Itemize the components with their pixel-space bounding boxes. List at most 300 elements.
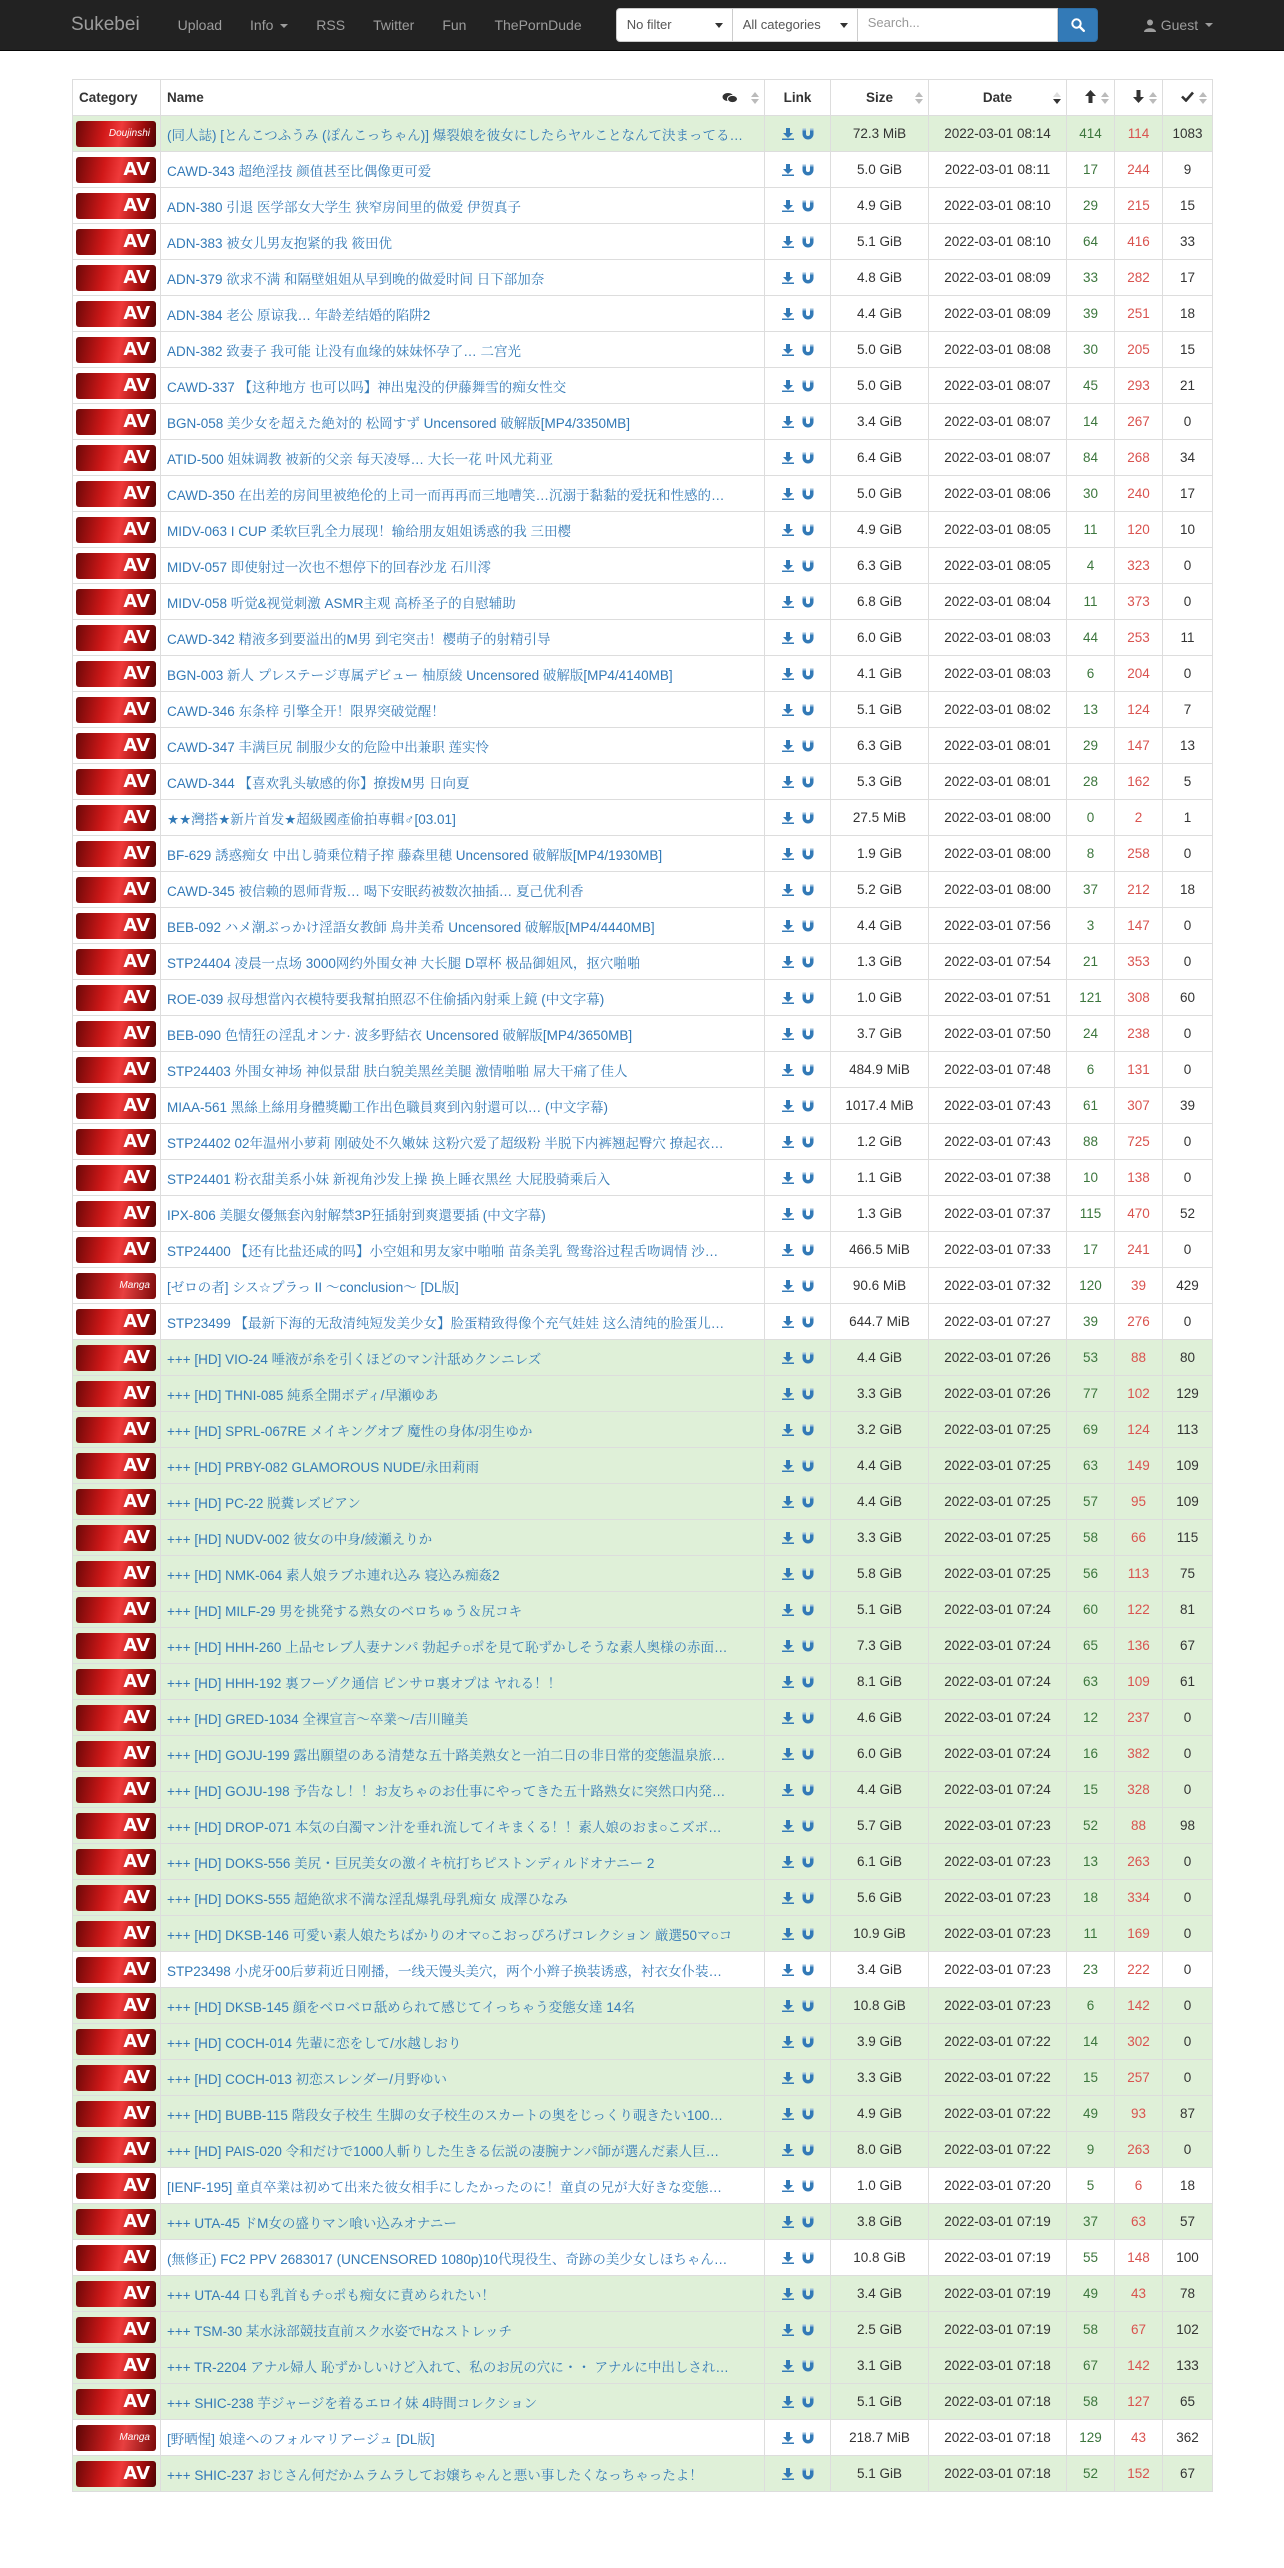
- category-badge[interactable]: AV: [76, 841, 156, 867]
- magnet-icon[interactable]: [802, 1532, 814, 1544]
- category-badge[interactable]: AV: [76, 373, 156, 399]
- download-icon[interactable]: [782, 1028, 794, 1040]
- category-badge[interactable]: AV: [76, 409, 156, 435]
- torrent-name-link[interactable]: +++ [HD] PRBY-082 GLAMOROUS NUDE/永田莉雨: [161, 1448, 765, 1484]
- category-badge[interactable]: AV: [76, 1165, 156, 1191]
- torrent-name-link[interactable]: ATID-500 姐妹调教 被新的父亲 每天凌辱… 大长一花 叶风尤莉亚: [161, 440, 765, 476]
- table-row: [73, 872, 1213, 908]
- download-icon[interactable]: [782, 2288, 794, 2300]
- torrent-name-link[interactable]: +++ [HD] DOKS-556 美尻・巨尻美女の激イキ杭打ちピストンディルドオナニー 2: [161, 1844, 765, 1880]
- torrent-name-link[interactable]: CAWD-346 东条梓 引擎全开！限界突破觉醒！: [161, 692, 765, 728]
- download-icon[interactable]: [782, 704, 794, 716]
- magnet-icon[interactable]: [802, 1208, 814, 1220]
- download-icon[interactable]: [782, 956, 794, 968]
- category-badge[interactable]: AV: [76, 661, 156, 687]
- torrent-name-link[interactable]: BGN-058 美少女を超えた絶対的 松岡すず Uncensored 破解版[MP4/3350MB]: [161, 404, 765, 440]
- header-seeders[interactable]: [1067, 80, 1115, 116]
- category-badge[interactable]: AV: [76, 877, 156, 903]
- magnet-icon[interactable]: [802, 524, 814, 536]
- download-icon[interactable]: [782, 1712, 794, 1724]
- date-cell: 2022-03-01 08:09: [929, 260, 1067, 296]
- category-badge[interactable]: AV: [76, 1129, 156, 1155]
- magnet-icon[interactable]: [802, 812, 814, 824]
- magnet-icon[interactable]: [802, 236, 814, 248]
- download-icon[interactable]: [782, 1892, 794, 1904]
- torrent-name-link[interactable]: STP23498 小虎牙00后萝莉近日刚播，一线天馒头美穴，两个小辫子换装诱惑，衬衣女仆装…: [161, 1952, 765, 1988]
- magnet-icon[interactable]: [802, 2288, 814, 2300]
- seeders-cell: 55: [1067, 2240, 1115, 2276]
- magnet-icon[interactable]: [802, 344, 814, 356]
- category-badge[interactable]: AV: [76, 1417, 156, 1443]
- magnet-icon[interactable]: [802, 1316, 814, 1328]
- torrent-name-link[interactable]: CAWD-345 被信赖的恩师背叛… 喝下安眠药被数次抽插… 夏己优利香: [161, 872, 765, 908]
- category-badge[interactable]: AV: [76, 805, 156, 831]
- torrent-name-link[interactable]: +++ [HD] DKSB-145 顔をベロベロ舐められて感じてイっちゃう変態女達 14名: [161, 1988, 765, 2024]
- magnet-icon[interactable]: [802, 1856, 814, 1868]
- download-icon[interactable]: [782, 1784, 794, 1796]
- magnet-icon[interactable]: [802, 200, 814, 212]
- category-select[interactable]: [733, 8, 858, 42]
- category-badge[interactable]: AV: [76, 949, 156, 975]
- download-icon[interactable]: [782, 2180, 794, 2192]
- magnet-icon[interactable]: [802, 272, 814, 284]
- download-icon[interactable]: [782, 200, 794, 212]
- category-badge[interactable]: AV: [76, 2461, 156, 2487]
- leechers-cell: 276: [1115, 1304, 1163, 1340]
- magnet-icon[interactable]: [802, 848, 814, 860]
- torrent-name-link[interactable]: ADN-380 引退 医学部女大学生 狭窄房间里的做爱 伊贺真子: [161, 188, 765, 224]
- category-badge[interactable]: AV: [76, 2029, 156, 2055]
- torrent-name-link[interactable]: +++ [HD] DKSB-146 可愛い素人娘たちばかりのオマ○こおっぴろげコレクション 厳選50マ○コ: [161, 1916, 765, 1952]
- magnet-icon[interactable]: [802, 1280, 814, 1292]
- category-badge[interactable]: AV: [76, 337, 156, 363]
- magnet-icon[interactable]: [802, 560, 814, 572]
- download-icon[interactable]: [782, 776, 794, 788]
- category-badge[interactable]: AV: [76, 1849, 156, 1875]
- magnet-icon[interactable]: [802, 452, 814, 464]
- category-cell: [73, 836, 161, 872]
- brand-logo[interactable]: Sukebei: [71, 14, 140, 35]
- magnet-icon[interactable]: [802, 2432, 814, 2444]
- header-name[interactable]: [161, 80, 765, 116]
- torrent-name-link[interactable]: +++ [HD] HHH-192 裏フーゾク通信 ピンサロ裏オプは ヤれる！！: [161, 1664, 765, 1700]
- magnet-icon[interactable]: [802, 1496, 814, 1508]
- torrent-name-link[interactable]: MIDV-063 I CUP 柔软巨乳全力展现！输给朋友姐姐诱惑的我 三田樱: [161, 512, 765, 548]
- category-badge[interactable]: AV: [76, 697, 156, 723]
- category-badge[interactable]: AV: [76, 769, 156, 795]
- leechers-cell: 308: [1115, 980, 1163, 1016]
- magnet-icon[interactable]: [802, 1064, 814, 1076]
- torrent-name-link[interactable]: +++ [HD] HHH-260 上品セレブ人妻ナンパ 勃起チ○ポを見て恥ずかしそうな素人奥様の赤面…: [161, 1628, 765, 1664]
- torrent-name-link[interactable]: +++ TSM-30 某水泳部競技直前スク水姿でHなストレッチ: [161, 2312, 765, 2348]
- nav-info-dropdown[interactable]: [250, 17, 288, 33]
- links-cell: [765, 1520, 831, 1556]
- links-cell: [765, 2456, 831, 2492]
- magnet-icon[interactable]: [802, 2180, 814, 2192]
- category-badge[interactable]: AV: [76, 301, 156, 327]
- torrent-name-link[interactable]: STP24400 【还有比盐还咸的吗】小空姐和男友家中啪啪 苗条美乳 鸳鸯浴过程舌吻调情 沙…: [161, 1232, 765, 1268]
- category-badge[interactable]: AV: [76, 625, 156, 651]
- category-badge[interactable]: AV: [76, 985, 156, 1011]
- category-badge[interactable]: AV: [76, 913, 156, 939]
- magnet-icon[interactable]: [802, 2360, 814, 2372]
- download-icon[interactable]: [782, 236, 794, 248]
- download-icon[interactable]: [782, 1820, 794, 1832]
- magnet-icon[interactable]: [802, 884, 814, 896]
- seeders-cell: 17: [1067, 152, 1115, 188]
- torrent-name-link[interactable]: +++ [HD] THNI-085 純系全開ボディ/早瀬ゆあ: [161, 1376, 765, 1412]
- magnet-icon[interactable]: [802, 1712, 814, 1724]
- download-icon[interactable]: [782, 884, 794, 896]
- download-icon[interactable]: [782, 2252, 794, 2264]
- header-size[interactable]: [831, 80, 929, 116]
- magnet-icon[interactable]: [802, 1604, 814, 1616]
- torrent-name-link[interactable]: BGN-003 新人 プレステージ専属デビュー 柚原綾 Uncensored 破解版[MP4/4140MB]: [161, 656, 765, 692]
- magnet-icon[interactable]: [802, 740, 814, 752]
- torrent-name-link[interactable]: +++ [HD] BUBB-115 階段女子校生 生脚の女子校生のスカートの奥をじっくり覗きたい100…: [161, 2096, 765, 2132]
- torrent-name-link[interactable]: MIDV-058 听觉&视觉刺激 ASMR主观 高桥圣子的自慰辅助: [161, 584, 765, 620]
- header-date[interactable]: [929, 80, 1067, 116]
- download-icon[interactable]: [782, 1568, 794, 1580]
- category-badge[interactable]: AV: [76, 1921, 156, 1947]
- category-badge[interactable]: AV: [76, 1777, 156, 1803]
- magnet-icon[interactable]: [802, 2468, 814, 2480]
- magnet-icon[interactable]: [802, 2000, 814, 2012]
- download-icon[interactable]: [782, 1208, 794, 1220]
- download-icon[interactable]: [782, 1100, 794, 1112]
- download-icon[interactable]: [782, 2432, 794, 2444]
- torrent-name-link[interactable]: +++ [HD] COCH-014 先輩に恋をして/水越しおり: [161, 2024, 765, 2060]
- torrent-name-link[interactable]: +++ [HD] COCH-013 初恋スレンダー/月野ゆい: [161, 2060, 765, 2096]
- magnet-icon[interactable]: [802, 992, 814, 1004]
- magnet-icon[interactable]: [802, 2396, 814, 2408]
- download-icon[interactable]: [782, 1856, 794, 1868]
- category-badge[interactable]: AV: [76, 1021, 156, 1047]
- torrent-name-link[interactable]: +++ [HD] MILF-29 男を挑発する熟女のベロちゅう＆尻コキ: [161, 1592, 765, 1628]
- download-icon[interactable]: [782, 812, 794, 824]
- torrent-name-link[interactable]: [ゼロの者] シス☆プラっ II ～conclusion～ [DL版]: [161, 1268, 765, 1304]
- download-icon[interactable]: [782, 488, 794, 500]
- category-badge[interactable]: AV: [76, 193, 156, 219]
- torrent-name-link[interactable]: ADN-383 被女儿男友抱紧的我 筱田优: [161, 224, 765, 260]
- torrent-name-link[interactable]: STP24401 粉衣甜美系小妹 新视角沙发上操 换上睡衣黑丝 大屁股骑乘后入: [161, 1160, 765, 1196]
- nav-theporndude[interactable]: ThePornDude: [494, 17, 582, 33]
- magnet-icon[interactable]: [802, 1100, 814, 1112]
- search-input[interactable]: Search...: [858, 8, 1058, 42]
- torrent-name-link[interactable]: +++ UTA-44 口も乳首もチ○ポも痴女に責められたい！: [161, 2276, 765, 2312]
- download-icon[interactable]: [782, 1388, 794, 1400]
- category-badge[interactable]: AV: [76, 1957, 156, 1983]
- category-badge[interactable]: AV: [76, 2353, 156, 2379]
- magnet-icon[interactable]: [802, 1172, 814, 1184]
- download-icon[interactable]: [782, 2072, 794, 2084]
- download-icon[interactable]: [782, 1280, 794, 1292]
- torrent-name-link[interactable]: +++ [HD] NUDV-002 彼女の中身/綾瀬えりか: [161, 1520, 765, 1556]
- download-icon[interactable]: [782, 1460, 794, 1472]
- magnet-icon[interactable]: [802, 164, 814, 176]
- magnet-icon[interactable]: [802, 1424, 814, 1436]
- torrent-name-link[interactable]: MIAA-561 黑絲上絲用身體獎勵工作出色職員爽到內射還可以… (中文字幕): [161, 1088, 765, 1124]
- download-icon[interactable]: [782, 2000, 794, 2012]
- download-icon[interactable]: [782, 596, 794, 608]
- torrent-name-link[interactable]: CAWD-342 精液多到要溢出的M男 到宅突击！樱萌子的射精引导: [161, 620, 765, 656]
- magnet-icon[interactable]: [802, 2072, 814, 2084]
- torrent-name-link[interactable]: +++ TR-2204 アナル婦人 恥ずかしいけど入れて、私のお尻の穴に・・ アナルに中出しされ…: [161, 2348, 765, 2384]
- category-badge[interactable]: AV: [76, 1705, 156, 1731]
- category-badge[interactable]: AV: [76, 2101, 156, 2127]
- torrent-name-link[interactable]: +++ [HD] GOJU-199 露出願望のある清楚な五十路美熟女と一泊二日の非日常的変態温泉旅…: [161, 1736, 765, 1772]
- torrent-name-link[interactable]: STP24402 02年温州小萝莉 刚破处不久嫩妹 这粉穴爱了超级粉 半脱下内裤翘起臀穴 撩起衣…: [161, 1124, 765, 1160]
- leechers-cell: 39: [1115, 1268, 1163, 1304]
- download-icon[interactable]: [782, 272, 794, 284]
- completed-cell: 57: [1163, 2204, 1213, 2240]
- download-icon[interactable]: [782, 1316, 794, 1328]
- torrent-name-link[interactable]: CAWD-343 超绝淫技 颜值甚至比偶像更可爱: [161, 152, 765, 188]
- size-cell: 5.2 GiB: [831, 872, 929, 908]
- torrent-name-link[interactable]: +++ [HD] NMK-064 素人娘ラブホ連れ込み 寝込み痴姦2: [161, 1556, 765, 1592]
- magnet-icon[interactable]: [802, 1676, 814, 1688]
- torrent-name-link[interactable]: ADN-382 致妻子 我可能 让没有血缘的妹妹怀孕了… 二宫光: [161, 332, 765, 368]
- category-badge[interactable]: AV: [76, 2209, 156, 2235]
- magnet-icon[interactable]: [802, 2252, 814, 2264]
- category-badge[interactable]: AV: [76, 1345, 156, 1371]
- download-icon[interactable]: [782, 2144, 794, 2156]
- category-badge[interactable]: AV: [76, 1561, 156, 1587]
- magnet-icon[interactable]: [802, 2324, 814, 2336]
- torrent-name-link[interactable]: CAWD-347 丰满巨尻 制服少女的危险中出兼职 莲实怜: [161, 728, 765, 764]
- category-badge[interactable]: AV: [76, 2137, 156, 2163]
- download-icon[interactable]: [782, 2036, 794, 2048]
- download-icon[interactable]: [782, 1604, 794, 1616]
- magnet-icon[interactable]: [802, 668, 814, 680]
- torrent-name-link[interactable]: +++ [HD] GOJU-198 予告なし！！お友ちゃのお仕事にやってきた五十路熟女に突然口内発…: [161, 1772, 765, 1808]
- magnet-icon[interactable]: [802, 1748, 814, 1760]
- filter-select[interactable]: [616, 8, 733, 42]
- download-icon[interactable]: [782, 1136, 794, 1148]
- category-badge[interactable]: AV: [76, 1525, 156, 1551]
- torrent-name-link[interactable]: +++ SHIC-238 芋ジャージを着るエロイ妹 4時間コレクション: [161, 2384, 765, 2420]
- leechers-cell: 148: [1115, 2240, 1163, 2276]
- download-icon[interactable]: [782, 1172, 794, 1184]
- download-icon[interactable]: [782, 1640, 794, 1652]
- torrent-name-link[interactable]: +++ [HD] PAIS-020 令和だけで1000人斬りした生きる伝説の凄腕ナンパ師が選んだ素人巨…: [161, 2132, 765, 2168]
- magnet-icon[interactable]: [802, 1568, 814, 1580]
- category-badge[interactable]: AV: [76, 589, 156, 615]
- download-icon[interactable]: [782, 2108, 794, 2120]
- magnet-icon[interactable]: [802, 1136, 814, 1148]
- download-icon[interactable]: [782, 344, 794, 356]
- magnet-icon[interactable]: [802, 2144, 814, 2156]
- category-badge[interactable]: AV: [76, 2389, 156, 2415]
- torrent-name-link[interactable]: +++ SHIC-237 おじさん何だかムラムラしてお嬢ちゃんと悪い事したくなっちゃったよ！: [161, 2456, 765, 2492]
- download-icon[interactable]: [782, 560, 794, 572]
- category-badge[interactable]: AV: [76, 2245, 156, 2271]
- download-icon[interactable]: [782, 2396, 794, 2408]
- download-icon[interactable]: [782, 524, 794, 536]
- seeders-cell: 49: [1067, 2096, 1115, 2132]
- category-badge[interactable]: AV: [76, 1597, 156, 1623]
- magnet-icon[interactable]: [802, 380, 814, 392]
- download-icon[interactable]: [782, 1496, 794, 1508]
- category-badge[interactable]: AV: [76, 1993, 156, 2019]
- magnet-icon[interactable]: [802, 704, 814, 716]
- nav-rss[interactable]: RSS: [316, 17, 346, 33]
- magnet-icon[interactable]: [802, 920, 814, 932]
- torrent-name-link[interactable]: IPX-806 美腿女優無套內射解禁3P狂插射到爽還要插 (中文字幕): [161, 1196, 765, 1232]
- download-icon[interactable]: [782, 740, 794, 752]
- magnet-icon[interactable]: [802, 1460, 814, 1472]
- torrent-name-link[interactable]: STP24404 凌晨一点场 3000网约外围女神 大长腿 D罩杯 极品御姐风，抠穴啪啪: [161, 944, 765, 980]
- download-icon[interactable]: [782, 1676, 794, 1688]
- magnet-icon[interactable]: [802, 632, 814, 644]
- download-icon[interactable]: [782, 1064, 794, 1076]
- nav-twitter[interactable]: Twitter: [373, 17, 415, 33]
- category-badge[interactable]: AV: [76, 445, 156, 471]
- torrent-name-link[interactable]: +++ [HD] DOKS-555 超絶欲求不満な淫乱爆乳母乳痴女 成澤ひなみ: [161, 1880, 765, 1916]
- download-icon[interactable]: [782, 632, 794, 644]
- magnet-icon[interactable]: [802, 1244, 814, 1256]
- magnet-icon[interactable]: [802, 1352, 814, 1364]
- magnet-icon[interactable]: [802, 596, 814, 608]
- header-completed[interactable]: [1163, 80, 1213, 116]
- torrent-name-link[interactable]: [野晒惺] 娘達へのフォルマリアージュ [DL版]: [161, 2420, 765, 2456]
- category-badge[interactable]: AV: [76, 1741, 156, 1767]
- torrent-name-link[interactable]: +++ [HD] VIO-24 唾液が糸を引くほどのマン汁舐めクンニレズ: [161, 1340, 765, 1376]
- magnet-icon[interactable]: [802, 128, 814, 140]
- category-badge[interactable]: AV: [76, 265, 156, 291]
- download-icon[interactable]: [782, 1532, 794, 1544]
- download-icon[interactable]: [782, 416, 794, 428]
- torrent-name-link[interactable]: STP24403 外围女神场 神似景甜 肤白貌美黑丝美腿 激情啪啪 屌大干痛了佳人: [161, 1052, 765, 1088]
- download-icon[interactable]: [782, 380, 794, 392]
- torrent-name-link[interactable]: CAWD-344 【喜欢乳头敏感的你】撩拨M男 日向夏: [161, 764, 765, 800]
- torrent-name-link[interactable]: BEB-092 ハメ潮ぶっかけ淫語女教師 鳥井美希 Uncensored 破解版[MP4/4440MB]: [161, 908, 765, 944]
- user-menu[interactable]: [1144, 17, 1213, 33]
- download-icon[interactable]: [782, 128, 794, 140]
- download-icon[interactable]: [782, 992, 794, 1004]
- magnet-icon[interactable]: [802, 1820, 814, 1832]
- torrent-name-link[interactable]: STP23499 【最新下海的无敌清纯短发美少女】脸蛋精致得像个充气娃娃 这么清纯的脸蛋儿…: [161, 1304, 765, 1340]
- torrent-name-link[interactable]: +++ [HD] SPRL-067RE メイキングオブ 魔性の身体/羽生ゆか: [161, 1412, 765, 1448]
- category-badge[interactable]: AV: [76, 2173, 156, 2199]
- category-cell: [73, 1340, 161, 1376]
- category-badge[interactable]: AV: [76, 1813, 156, 1839]
- torrent-name-link[interactable]: +++ [HD] GRED-1034 全裸宣言～卒業～/吉川瞳美: [161, 1700, 765, 1736]
- magnet-icon[interactable]: [802, 2216, 814, 2228]
- torrent-name-link[interactable]: +++ [HD] PC-22 脱糞レズビアン: [161, 1484, 765, 1520]
- magnet-icon[interactable]: [802, 1784, 814, 1796]
- download-icon[interactable]: [782, 164, 794, 176]
- download-icon[interactable]: [782, 848, 794, 860]
- category-badge[interactable]: AV: [76, 229, 156, 255]
- magnet-icon[interactable]: [802, 1928, 814, 1940]
- category-badge[interactable]: AV: [76, 2281, 156, 2307]
- torrent-name-link[interactable]: ADN-379 欲求不满 和隔壁姐姐从早到晚的做爱时间 日下部加奈: [161, 260, 765, 296]
- category-badge[interactable]: AV: [76, 1093, 156, 1119]
- download-icon[interactable]: [782, 920, 794, 932]
- download-icon[interactable]: [782, 2360, 794, 2372]
- magnet-icon[interactable]: [802, 1964, 814, 1976]
- torrent-name-link[interactable]: BEB-090 色情狂の淫乱オンナ· 波多野結衣 Uncensored 破解版[MP4/3650MB]: [161, 1016, 765, 1052]
- category-badge[interactable]: AV: [76, 1237, 156, 1263]
- download-icon[interactable]: [782, 668, 794, 680]
- torrent-name-link[interactable]: +++ [HD] DROP-071 本気の白濁マン汁を垂れ流してイキまくる！！素人娘のおま○こズボ…: [161, 1808, 765, 1844]
- category-badge[interactable]: AV: [76, 1489, 156, 1515]
- category-badge[interactable]: AV: [76, 2317, 156, 2343]
- category-badge[interactable]: AV: [76, 517, 156, 543]
- torrent-name-link[interactable]: MIDV-057 即使射过一次也不想停下的回春沙龙 石川澪: [161, 548, 765, 584]
- download-icon[interactable]: [782, 1928, 794, 1940]
- category-badge[interactable]: AV: [76, 1633, 156, 1659]
- category-badge[interactable]: AV: [76, 1057, 156, 1083]
- torrent-name-link[interactable]: (無修正) FC2 PPV 2683017 (UNCENSORED 1080p)10代現役生、奇跡の美少女しほちゃん…: [161, 2240, 765, 2276]
- category-badge[interactable]: Manga: [76, 1273, 156, 1299]
- magnet-icon[interactable]: [802, 1388, 814, 1400]
- magnet-icon[interactable]: [802, 1640, 814, 1652]
- torrent-name-link[interactable]: (同人誌) [とんこつふうみ (ぽんこっちゃん)] 爆裂娘を彼女にしたらヤルことなんて決まってる…: [161, 116, 765, 152]
- download-icon[interactable]: [782, 452, 794, 464]
- torrent-name-link[interactable]: CAWD-350 在出差的房间里被绝伦的上司一而再再而三地嘈笑…沉溺于黏黏的爱抚和性感的…: [161, 476, 765, 512]
- magnet-icon[interactable]: [802, 956, 814, 968]
- category-badge[interactable]: Doujinshi: [76, 121, 156, 147]
- category-badge[interactable]: Manga: [76, 2425, 156, 2451]
- magnet-icon[interactable]: [802, 308, 814, 320]
- category-badge[interactable]: AV: [76, 1381, 156, 1407]
- category-badge[interactable]: AV: [76, 1453, 156, 1479]
- download-icon[interactable]: [782, 1244, 794, 1256]
- magnet-icon[interactable]: [802, 488, 814, 500]
- nav-fun[interactable]: Fun: [442, 17, 467, 33]
- download-icon[interactable]: [782, 1748, 794, 1760]
- magnet-icon[interactable]: [802, 2036, 814, 2048]
- torrent-name-link[interactable]: ADN-384 老公 原谅我… 年龄差结婚的陷阱2: [161, 296, 765, 332]
- magnet-icon[interactable]: [802, 1892, 814, 1904]
- magnet-icon[interactable]: [802, 1028, 814, 1040]
- torrent-name-link[interactable]: ROE-039 叔母想當內衣模特要我幫拍照忍不住偷插內射乘上鏡 (中文字幕): [161, 980, 765, 1016]
- category-badge[interactable]: AV: [76, 2065, 156, 2091]
- nav-upload[interactable]: Upload: [177, 17, 223, 33]
- category-badge[interactable]: AV: [76, 1309, 156, 1335]
- download-icon[interactable]: [782, 1352, 794, 1364]
- download-icon[interactable]: [782, 1964, 794, 1976]
- torrent-name-link[interactable]: +++ UTA-45 ドM女の盛りマン喰い込みオナニー: [161, 2204, 765, 2240]
- category-badge[interactable]: AV: [76, 1201, 156, 1227]
- torrent-name-link[interactable]: BF-629 誘惑痴女 中出し骑乗位精子搾 藤森里穂 Uncensored 破解版[MP4/1930MB]: [161, 836, 765, 872]
- header-leechers[interactable]: [1115, 80, 1163, 116]
- search-button[interactable]: [1058, 8, 1098, 42]
- category-badge[interactable]: AV: [76, 553, 156, 579]
- download-icon[interactable]: [782, 2324, 794, 2336]
- category-cell: [73, 1448, 161, 1484]
- category-cell: [73, 1772, 161, 1808]
- category-badge[interactable]: AV: [76, 1669, 156, 1695]
- download-icon[interactable]: [782, 308, 794, 320]
- download-icon[interactable]: [782, 2468, 794, 2480]
- torrent-name-link[interactable]: [IENF-195] 童貞卒業は初めて出来た彼女相手にしたかったのに！童貞の兄が大好きな変態…: [161, 2168, 765, 2204]
- torrent-name-link[interactable]: CAWD-337 【这种地方 也可以吗】神出鬼没的伊藤舞雪的痴女性交: [161, 368, 765, 404]
- magnet-icon[interactable]: [802, 776, 814, 788]
- category-cell: [73, 1088, 161, 1124]
- category-badge[interactable]: AV: [76, 481, 156, 507]
- download-icon[interactable]: [782, 2216, 794, 2228]
- magnet-icon[interactable]: [802, 2108, 814, 2120]
- category-badge[interactable]: AV: [76, 157, 156, 183]
- category-badge[interactable]: AV: [76, 733, 156, 759]
- magnet-icon[interactable]: [802, 416, 814, 428]
- torrent-name-link[interactable]: ★★灣搭★新片首发★超級國產偷拍專輯♂[03.01]: [161, 800, 765, 836]
- category-badge[interactable]: AV: [76, 1885, 156, 1911]
- download-icon[interactable]: [782, 1424, 794, 1436]
